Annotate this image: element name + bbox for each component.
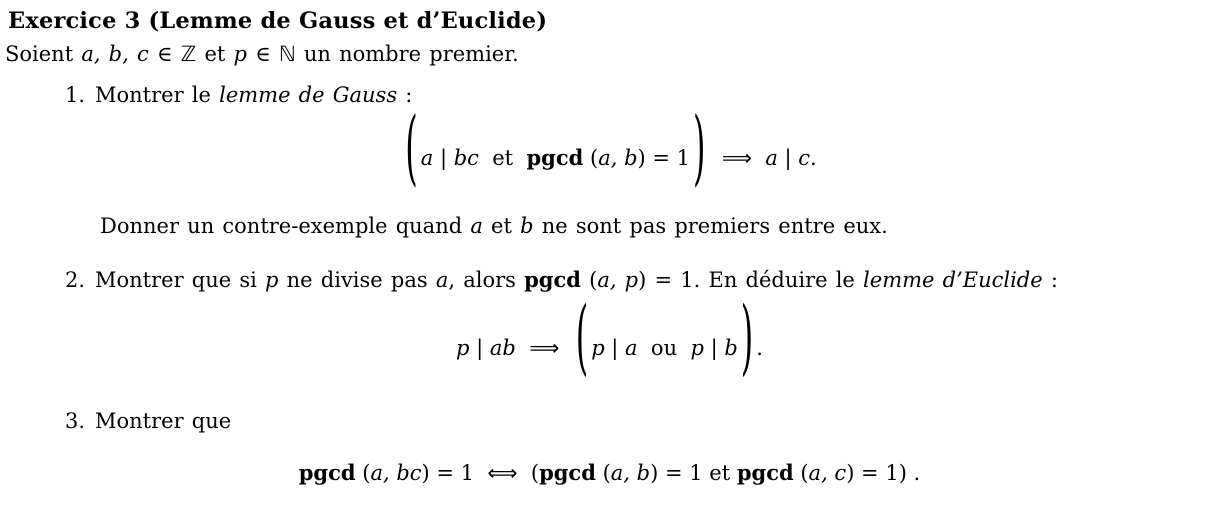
text-fragment-rm: ) = 1 et [650,461,737,485]
exercise-item-3 [65,408,1219,435]
text-fragment-lp: ( [575,287,589,385]
text-fragment-rm: ( [793,461,809,485]
text-fragment-rm: Donner un contre-exemple quand [100,214,471,238]
text-fragment-it: a, b [598,146,638,170]
intro-paragraph [0,35,1219,68]
text-fragment-rm: ( [595,461,611,485]
item-text-1 [95,83,412,107]
text-fragment-rm: ( [583,146,599,170]
text-fragment-it: p [233,42,247,66]
text-fragment-rm: ( [355,461,371,485]
text-fragment-rm: . [756,336,763,360]
text-fragment-it: a | bc [420,146,479,170]
item-number-3: 3. [65,409,86,433]
text-fragment-it: a, bc [370,461,422,485]
text-fragment-rm: , alors [448,268,525,292]
text-fragment-rm: ∈ [246,42,279,66]
text-fragment-arr: ⟹ [708,146,766,170]
text-fragment-lp: ( [405,98,418,196]
text-fragment-rm: ( [580,268,598,292]
item-number-2: 2. [65,268,86,292]
display-formula-euclide [0,287,1219,394]
exercise-heading: Exercice 3 (Lemme de Gauss et d’Euclide) [8,8,548,34]
text-fragment-arr: ⟹ [515,336,573,360]
text-fragment-rm: : [1042,268,1058,292]
text-fragment-bf: pgcd [524,267,581,292]
text-fragment-it: a [470,214,483,238]
text-fragment-rm: ∈ [148,42,181,66]
text-fragment-rm: et [478,146,527,170]
text-fragment-rm: ( [530,461,540,485]
text-fragment-it: a [435,268,449,292]
text-fragment-arr: ⟺ [474,461,531,485]
text-fragment-it: a | c. [765,146,817,170]
text-fragment-it: p | a [591,336,638,360]
text-fragment-rm: et [482,214,521,238]
text-fragment-it: a, b [610,461,651,485]
text-fragment-it: b [520,214,534,238]
text-fragment-bf: pgcd [539,460,596,485]
text-fragment-bb: ℤ [180,42,197,66]
text-fragment-it: p | b [690,336,738,360]
text-fragment-it: a, b, c [81,42,149,66]
text-fragment-rm: et [196,42,234,66]
item-number-1: 1. [65,83,86,107]
text-fragment-bf: pgcd [526,145,584,170]
text-fragment-rm: ou [637,336,691,360]
display-formula-pgcd-equivalence [0,451,1219,495]
item-text-3 [95,409,231,433]
text-fragment-bf: pgcd [736,460,794,485]
text-fragment-bb: ℕ [278,42,296,66]
display-formula-gauss [0,98,1219,199]
text-fragment-rm: ) = 1 [846,461,899,485]
exercise-item-1 [65,82,1219,109]
text-fragment-rm: ne divise pas [278,268,436,292]
text-fragment-rm: Montrer que [95,409,232,433]
text-fragment-bf: pgcd [298,460,356,485]
text-fragment-it: p [265,268,279,292]
text-fragment-rm: ) = 1. En déduire le [638,268,864,292]
text-fragment-it: p | ab [456,336,516,360]
text-fragment-rm: ) . [898,461,921,485]
text-fragment-rm: Montrer que si [95,268,266,292]
text-fragment-rm: ) = 1 [637,146,691,170]
text-fragment-it: a, p [597,268,639,292]
text-fragment-itx: lemme de Gauss [219,83,398,107]
exercise-item-2 [65,266,1219,294]
text-fragment-rp: ) [693,98,706,196]
text-fragment-rp: ) [740,287,754,385]
text-fragment-rm: un nombre premier. [295,42,519,66]
text-fragment-rm: Soient [5,42,82,66]
counterexample-note [100,213,1219,240]
text-fragment-rm: ) = 1 [421,461,475,485]
text-fragment-it: a, c [808,461,847,485]
text-fragment-rm: Montrer le [95,83,220,107]
text-fragment-rm: ne sont pas premiers entre eux. [533,214,888,238]
text-fragment-itx: lemme d’Euclide [863,268,1043,292]
text-fragment-rm: : [397,83,413,107]
